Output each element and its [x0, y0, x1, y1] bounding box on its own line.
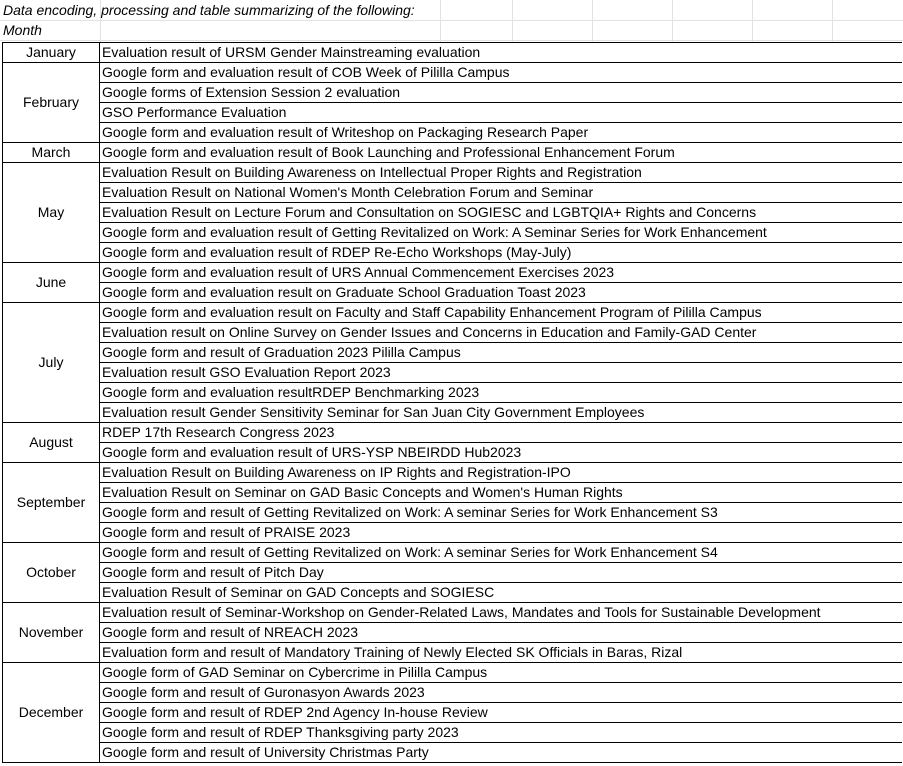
activity-cell[interactable]: RDEP 17th Research Congress 2023	[100, 423, 903, 443]
table-row[interactable]	[3, 263, 903, 283]
activity-cell[interactable]: Google form and result of University Christmas Party	[100, 743, 903, 763]
grid-line	[0, 20, 903, 21]
month-cell[interactable]: February	[3, 63, 100, 143]
activity-cell[interactable]: Google form and evaluation result on Faculty and Staff Capability Enhancement Program of Pililla Campus	[100, 303, 903, 323]
activity-cell[interactable]: Evaluation result of URSM Gender Mainstreaming evaluation	[100, 43, 903, 63]
activity-cell[interactable]: Google form and result of PRAISE 2023	[100, 523, 903, 543]
table-row[interactable]	[3, 403, 903, 423]
activity-cell[interactable]: Google form and result of NREACH 2023	[100, 623, 903, 643]
activity-cell[interactable]: Google form and evaluation result of COB Week of Pililla Campus	[100, 63, 903, 83]
summary-table	[2, 42, 902, 763]
table-row[interactable]	[3, 543, 903, 563]
table-row[interactable]	[3, 343, 903, 363]
table-row[interactable]	[3, 143, 903, 163]
activity-cell[interactable]: Evaluation Result on Lecture Forum and Consultation on SOGIESC and LGBTQIA+ Rights and Concerns	[100, 203, 903, 223]
activity-cell[interactable]: Google form and evaluation resultRDEP Benchmarking 2023	[100, 383, 903, 403]
table-row[interactable]	[3, 283, 903, 303]
month-column-header: Month	[3, 22, 42, 38]
month-cell[interactable]: October	[3, 543, 100, 603]
table-row[interactable]	[3, 103, 903, 123]
month-cell[interactable]: November	[3, 603, 100, 663]
activity-cell[interactable]: Google form and result of Graduation 2023 Pililla Campus	[100, 343, 903, 363]
table-row[interactable]	[3, 383, 903, 403]
activity-cell[interactable]: Google form and result of Getting Revitalized on Work: A seminar Series for Work Enhancement S4	[100, 543, 903, 563]
table-row[interactable]	[3, 603, 903, 623]
grid-line	[440, 0, 441, 42]
summary-table-body	[3, 43, 903, 763]
table-row[interactable]	[3, 203, 903, 223]
month-cell[interactable]: January	[3, 43, 100, 63]
grid-line	[832, 0, 833, 42]
table-row[interactable]	[3, 563, 903, 583]
table-row[interactable]	[3, 703, 903, 723]
month-cell[interactable]: May	[3, 163, 100, 263]
sheet-title: Data encoding, processing and table summarizing of the following:	[3, 2, 415, 18]
activity-cell[interactable]: Evaluation result of Seminar-Workshop on Gender-Related Laws, Mandates and Tools for Sustainable Development	[100, 603, 903, 623]
activity-cell[interactable]: GSO Performance Evaluation	[100, 103, 903, 123]
month-cell[interactable]: December	[3, 663, 100, 763]
table-row[interactable]	[3, 623, 903, 643]
activity-cell[interactable]: Evaluation Result of Seminar on GAD Concepts and SOGIESC	[100, 583, 903, 603]
activity-cell[interactable]: Google form and evaluation result of RDEP Re-Echo Workshops (May-July)	[100, 243, 903, 263]
activity-cell[interactable]: Google form and result of RDEP Thanksgiving party 2023	[100, 723, 903, 743]
table-row[interactable]	[3, 43, 903, 63]
activity-cell[interactable]: Google form of GAD Seminar on Cybercrime in Pililla Campus	[100, 663, 903, 683]
table-row[interactable]	[3, 743, 903, 763]
activity-cell[interactable]: Google form and result of Getting Revitalized on Work: A seminar Series for Work Enhancement S3	[100, 503, 903, 523]
table-row[interactable]	[3, 123, 903, 143]
month-cell[interactable]: March	[3, 143, 100, 163]
activity-cell[interactable]: Google form and result of Pitch Day	[100, 563, 903, 583]
month-cell[interactable]: July	[3, 303, 100, 423]
table-row[interactable]	[3, 303, 903, 323]
grid-line	[512, 0, 513, 42]
activity-cell[interactable]: Evaluation Result on Seminar on GAD Basic Concepts and Women's Human Rights	[100, 483, 903, 503]
table-row[interactable]	[3, 243, 903, 263]
table-row[interactable]	[3, 583, 903, 603]
activity-cell[interactable]: Evaluation result Gender Sensitivity Seminar for San Juan City Government Employees	[100, 403, 903, 423]
table-row[interactable]	[3, 523, 903, 543]
table-row[interactable]	[3, 483, 903, 503]
activity-cell[interactable]: Evaluation Result on Building Awareness on Intellectual Proper Rights and Registration	[100, 163, 903, 183]
table-row[interactable]	[3, 63, 903, 83]
grid-line	[672, 0, 673, 42]
activity-cell[interactable]: Google form and evaluation result of Book Launching and Professional Enhancement Forum	[100, 143, 903, 163]
activity-cell[interactable]: Evaluation Result on Building Awareness on IP Rights and Registration-IPO	[100, 463, 903, 483]
month-cell[interactable]: August	[3, 423, 100, 463]
activity-cell[interactable]: Evaluation form and result of Mandatory Training of Newly Elected SK Officials in Baras, Rizal	[100, 643, 903, 663]
activity-cell[interactable]: Evaluation result GSO Evaluation Report 2023	[100, 363, 903, 383]
table-row[interactable]	[3, 83, 903, 103]
table-row[interactable]	[3, 683, 903, 703]
table-row[interactable]	[3, 363, 903, 383]
grid-line	[752, 0, 753, 42]
month-cell[interactable]: June	[3, 263, 100, 303]
table-row[interactable]	[3, 463, 903, 483]
table-row[interactable]	[3, 323, 903, 343]
activity-cell[interactable]: Google form and evaluation result of URS-YSP NBEIRDD Hub2023	[100, 443, 903, 463]
table-row[interactable]	[3, 503, 903, 523]
table-row[interactable]	[3, 183, 903, 203]
table-row[interactable]	[3, 423, 903, 443]
table-row[interactable]	[3, 723, 903, 743]
activity-cell[interactable]: Google form and evaluation result of Getting Revitalized on Work: A Seminar Series for Work Enhancement	[100, 223, 903, 243]
month-cell[interactable]: September	[3, 463, 100, 543]
activity-cell[interactable]: Evaluation result on Online Survey on Gender Issues and Concerns in Education and Family-GAD Center	[100, 323, 903, 343]
activity-cell[interactable]: Google forms of Extension Session 2 evaluation	[100, 83, 903, 103]
table-row[interactable]	[3, 643, 903, 663]
activity-cell[interactable]: Google form and evaluation result of Writeshop on Packaging Research Paper	[100, 123, 903, 143]
table-row[interactable]	[3, 163, 903, 183]
grid-line	[592, 0, 593, 42]
table-row[interactable]	[3, 223, 903, 243]
activity-cell[interactable]: Google form and evaluation result on Graduate School Graduation Toast 2023	[100, 283, 903, 303]
activity-cell[interactable]: Google form and result of Guronasyon Awards 2023	[100, 683, 903, 703]
activity-cell[interactable]: Evaluation Result on National Women's Month Celebration Forum and Seminar	[100, 183, 903, 203]
activity-cell[interactable]: Google form and result of RDEP 2nd Agency In-house Review	[100, 703, 903, 723]
grid-line	[0, 40, 903, 41]
activity-cell[interactable]: Google form and evaluation result of URS Annual Commencement Exercises 2023	[100, 263, 903, 283]
table-row[interactable]	[3, 443, 903, 463]
table-row[interactable]	[3, 663, 903, 683]
